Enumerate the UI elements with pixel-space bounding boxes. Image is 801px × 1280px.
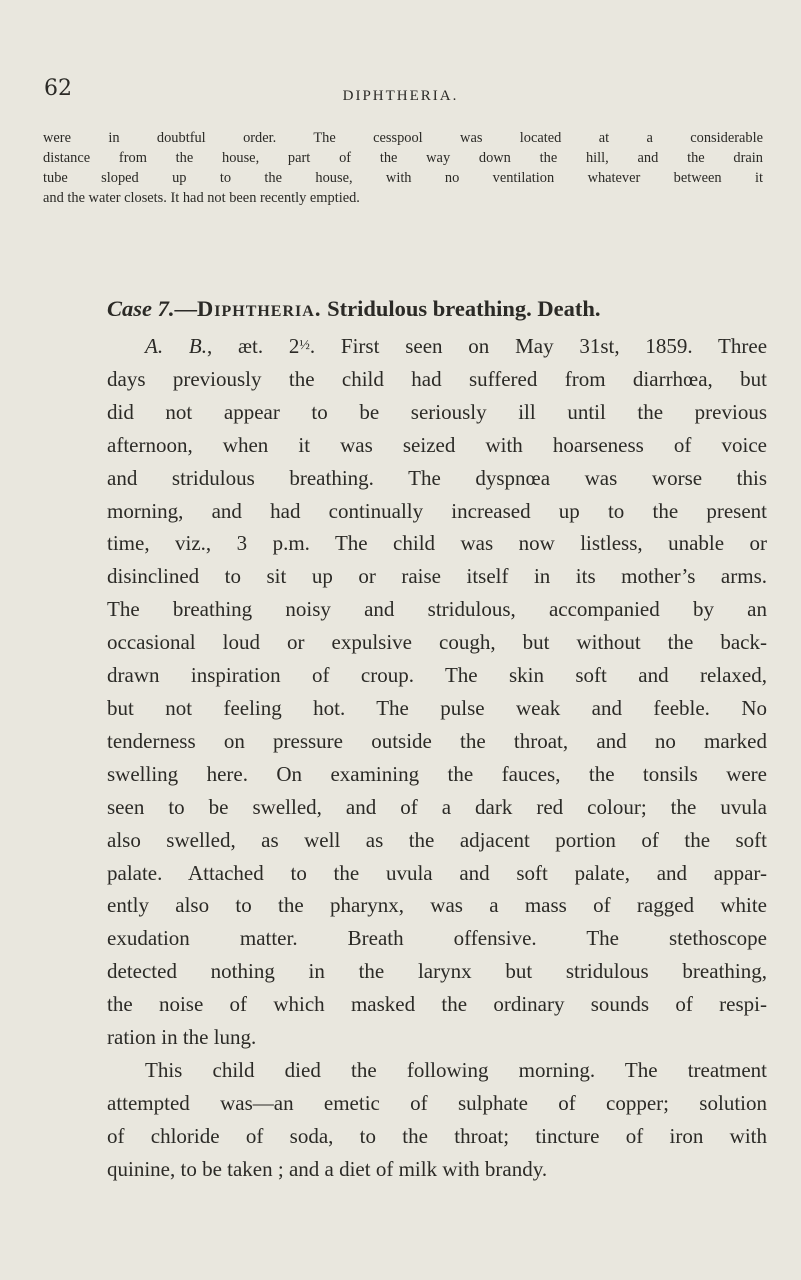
body-line xyxy=(107,330,767,363)
body-line: ently also to the pharynx, was a mass of ragged white xyxy=(107,893,767,918)
body-line: tenderness on pressure outside the throat, and no marked xyxy=(107,728,767,753)
body-line: morning, and had continually increased up to the present xyxy=(107,498,767,523)
body-line: seen to be swelled, and of a dark red colour; the uvula xyxy=(107,794,767,819)
body-line: afternoon, when it was seized with hoarseness of voice xyxy=(107,432,767,457)
first-seen-text: . First seen on May 31st, 1859. Three xyxy=(309,334,768,358)
body-line: the noise of which masked the ordinary sounds of respi- xyxy=(107,992,767,1017)
body-line: The breathing noisy and stridulous, accompanied by an xyxy=(107,597,767,622)
body-line: exudation matter. Breath offensive. The stethoscope xyxy=(107,926,767,951)
intro-line: and the water closets. It had not been recently emptied. xyxy=(43,190,360,206)
running-head: DIPHTHERIA. xyxy=(342,88,459,104)
body-line: did not appear to be seriously ill until the previous xyxy=(107,399,767,424)
body-line: quinine, to be taken ; and a diet of milk with brandy. xyxy=(107,1156,548,1181)
body-line: and stridulous breathing. The dyspnœa was worse this xyxy=(107,465,767,490)
body-line: drawn inspiration of croup. The skin soft and relaxed, xyxy=(107,663,767,688)
case-heading xyxy=(107,294,767,324)
age-fraction: ½ xyxy=(299,338,310,353)
intro-line: tube sloped up to the house, with no ventilation whatever between it xyxy=(43,170,763,186)
case-body xyxy=(107,330,767,1186)
body-line: but not feeling hot. The pulse weak and feeble. No xyxy=(107,695,767,720)
patient-age-text: , æt. 2 xyxy=(206,334,300,358)
body-line: attempted was—an emetic of sulphate of copper; solution xyxy=(107,1090,767,1115)
intro-line: were in doubtful order. The cesspool was located at a considerable xyxy=(43,130,763,146)
body-line: also swelled, as well as the adjacent portion of the soft xyxy=(107,827,767,852)
body-line: time, viz., 3 p.m. The child was now listless, unable or xyxy=(107,531,767,556)
body-line: This child died the following morning. The treatment xyxy=(145,1057,767,1082)
case-title: Diphtheria. xyxy=(197,296,322,321)
intro-line: distance from the house, part of the way down the hill, and the drain xyxy=(43,150,763,166)
body-line: days previously the child had suffered from diarrhœa, but xyxy=(107,366,767,391)
body-line: disinclined to sit up or raise itself in its mother’s arms. xyxy=(107,564,767,589)
body-line: palate. Attached to the uvula and soft palate, and appar- xyxy=(107,860,767,885)
intro-paragraph xyxy=(43,128,763,208)
body-line: ration in the lung. xyxy=(107,1025,257,1050)
case-subtitle: Stridulous breathing. Death. xyxy=(321,296,601,321)
body-line: swelling here. On examining the fauces, the tonsils were xyxy=(107,761,767,786)
case-dash: — xyxy=(174,296,197,321)
body-line: of chloride of soda, to the throat; tincture of iron with xyxy=(107,1123,767,1148)
patient-initials: A. B. xyxy=(145,334,207,358)
body-line: occasional loud or expulsive cough, but without the back- xyxy=(107,630,767,655)
case-label: Case 7. xyxy=(107,296,175,321)
body-line: detected nothing in the larynx but stridulous breathing, xyxy=(107,959,767,984)
page-number: 62 xyxy=(44,76,72,101)
